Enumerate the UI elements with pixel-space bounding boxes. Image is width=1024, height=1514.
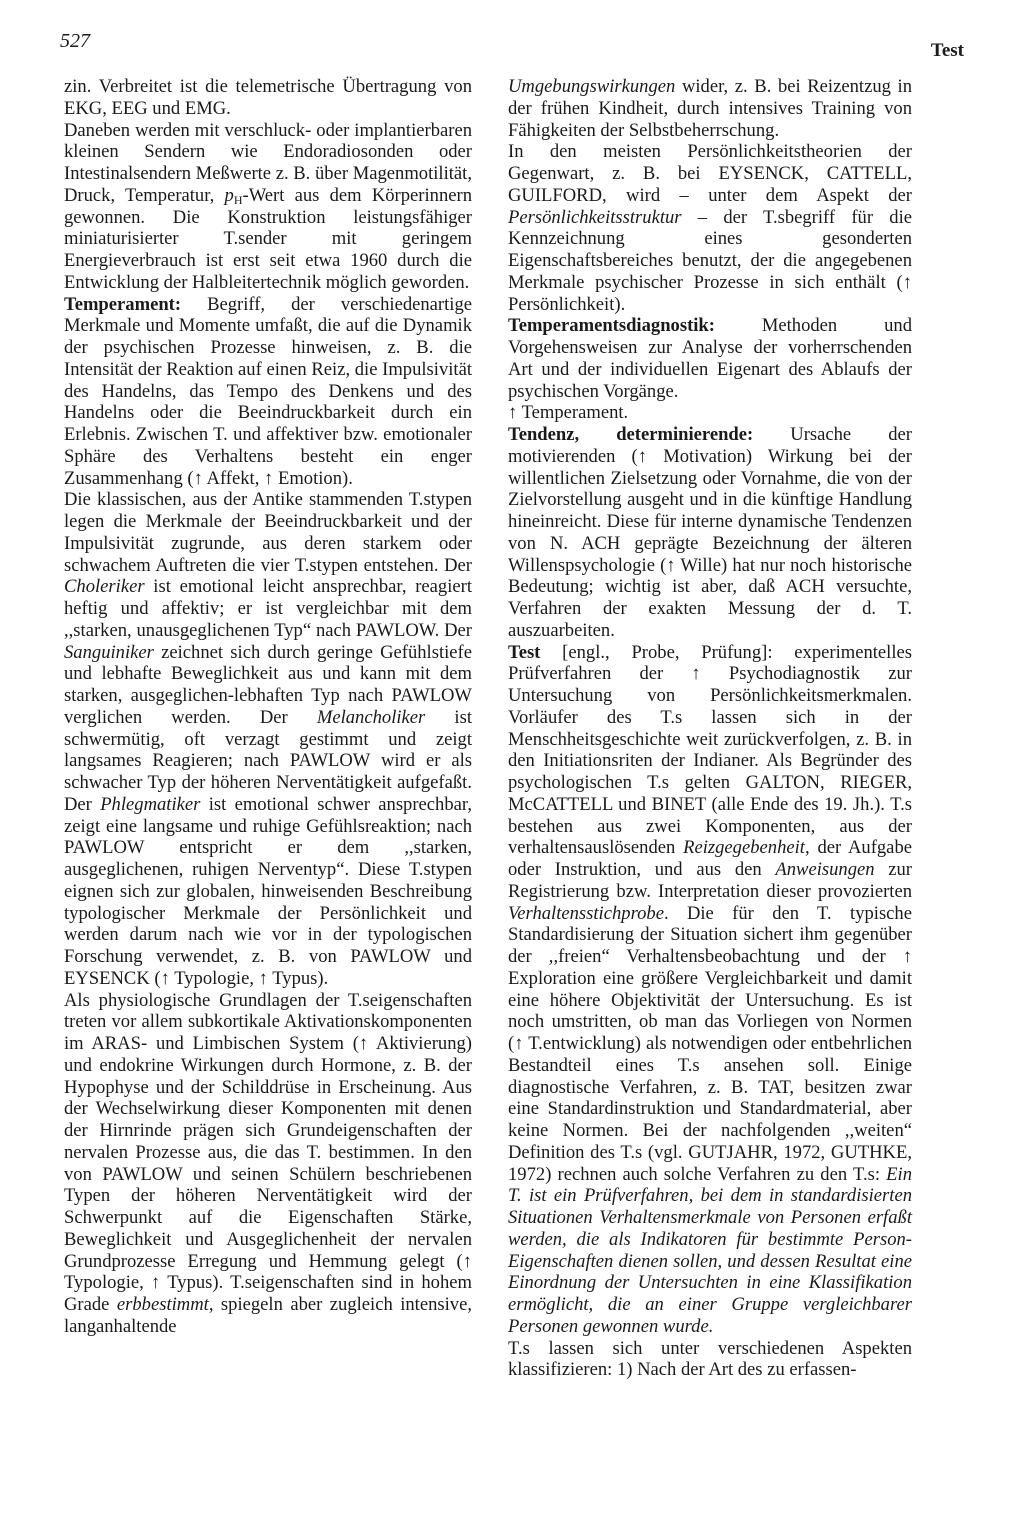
text-run: ist emotional schwer ansprechbar, zeigt eine langsame und ruhige Gefühlsreaktion; nach PAWLOW entspricht er dem ,,starken, ausgeglichenen, ruhigen Nerventyp“. Diese T.stypen eignen sich zur globalen, hinweisenden Beschreibung typologischer Merkmale der Persönlichkeit und werden darum nach wie vor in der typologischen Forschung verwendet, z. B. von PAWLOW und EYSENCK (↑ Typologie, ↑ Typus).: [64, 793, 472, 989]
paragraph-telemetrie: zin. Verbreitet ist die telemetrische Übertragung von EKG, EEG und EMG.: [64, 76, 472, 119]
paragraph-physiologische-grundlagen: [64, 990, 472, 1338]
entry-body: Methoden und Vorgehensweisen zur Analyse der vorherrschenden Art und der individuellen Eigenart des Ablaufs der psychischen Vorgänge.: [508, 315, 912, 402]
text-run: Die klassischen, aus der Antike stammenden T.stypen legen die Merkmale der Beeindruckbarkeit und der Impulsivität zugrunde, aus deren starkem oder schwachem Auftreten die vier T.stypen entstehen. Der: [64, 489, 472, 576]
text-run: . Die für den T. typische Standardisierung der Situation sichert ihm gegenüber der ,,freien“ Verhaltensbeobachtung und der ↑ Exploration eine größere Vergleichbarkeit und damit eine höhere Objektivität der Untersuchung. Es ist noch umstritten, ob man das Vorliegen von Normen (↑ T.entwicklung) als notwendigen oder entbehrlichen Bestandteil eines T.s ansehen soll. Einige diagnostische Verfahren, z. B. TAT, besitzen zwar eine Standardinstruktion und Standardmaterial, aber keine Normen. Bei der nachfolgenden ,,weiten“ Definition des T.s (vgl. GUTJAHR, 1972, GUTHKE, 1972) rechnen auch solche Verfahren zu den T.s:: [508, 902, 912, 1185]
emphasis: Choleriker: [64, 576, 145, 598]
text-run: Als physiologische Grundlagen der T.seigenschaften treten vor allem subkortikale Aktivationskomponenten im ARAS- und Limbischen System (↑ Aktivierung) und endokrine Wirkungen durch Hormone, z. B. der Hypophyse und der Schilddrüse in Erscheinung. Aus der Wechselwirkung dieser Komponenten mit denen der Hirnrinde prägen sich Grundeigenschaften der nervalen Prozesse aus, die das T. bestimmen. In den von PAWLOW und seinen Schülern beschriebenen Typen der höheren Nerventätigkeit wird der Schwerpunkt auf die Eigenschaften Stärke, Beweglichkeit und Ausgeglichenheit der nervalen Grundprozesse Erregung und Hemmung gelegt (↑ Typologie, ↑ Typus). T.seigenschaften sind in hohem Grade: [64, 989, 472, 1315]
emphasis: Anweisungen: [775, 859, 875, 880]
entry-temperament: [64, 294, 472, 490]
paragraph-sender: [64, 120, 472, 294]
entry-body: Ursache der motivierenden (↑ Motivation) Wirkung bei der willentlichen Zielsetzung oder Vornahme, die von der Zielvorstellung ausgeht und in die künftige Handlung hineinreicht. Diese für interne dynamische Tendenzen von N. ACH geprägte Bezeichnung der älteren Willenspsychologie (↑ Wille) hat nur noch historische Bedeutung; wichtig ist aber, daß ACH versuchte, Verfahren der exakten Messung der d. T. auszuarbeiten.: [508, 424, 912, 641]
text-run: -Wert aus dem Körperinnern gewonnen. Die Konstruktion leistungsfähiger miniaturisierter T.sender mit geringem Energieverbrauch ist erst seit etwa 1960 durch die Entwicklung der Halbleitertechnik möglich geworden.: [64, 184, 472, 293]
emphasis: Melancholiker: [316, 706, 426, 728]
text-run: Daneben werden mit verschluck- oder implantierbaren kleinen Sendern wie Endoradiosonden oder Intestinalsendern Meßwerte z. B. über Magenmotilität, Druck, Temperatur,: [64, 119, 472, 206]
emphasis: Phlegmatiker: [100, 793, 201, 815]
emphasis: Verhaltensstichprobe: [508, 902, 664, 924]
text-run: zeichnet sich durch geringe Gefühlstiefe und lebhafte Beweglichkeit aus und kann mit dem starken, ausgeglichen-lebhaften Typ nach PAWLOW verglichen werden. Der: [64, 641, 472, 728]
text-run: ist schwermütig, oft verzagt gestimmt und zeigt langsames Reagieren; nach PAWLOW wird er als schwacher Typ der höheren Nerventätigkeit aufgefaßt. Der: [64, 706, 472, 815]
text-run: , spiegeln aber zugleich intensive, langanhaltende: [64, 1294, 472, 1337]
paragraph-continuation: [508, 76, 912, 141]
emphasis: Umgebungswirkungen: [508, 76, 676, 97]
emphasis: Persönlichkeitsstruktur: [508, 206, 682, 228]
entry-tendenz: [508, 424, 912, 642]
page-number: 527: [60, 30, 90, 52]
text-run: ist emotional leicht ansprechbar, reagiert heftig und affektiv; er ist vergleichbar mit dem ,,starken, unausgeglichenen Typ“ nach PAWLOW. Der: [64, 576, 472, 641]
entry-test: [508, 642, 912, 1338]
entry-term: Tendenz, determinierende:: [508, 424, 754, 445]
emphasis: erbbestimmt: [116, 1294, 209, 1315]
text-run: , der Aufgabe oder Instruktion, und aus den: [508, 837, 912, 880]
entry-term: Temperament:: [64, 293, 182, 315]
entry-term: Test: [508, 641, 541, 663]
test-definition: Ein T. ist ein Prüfverfahren, bei dem in standardisierten Situationen Verhaltensmerkmale von Personen erfaßt werden, die als Indikatoren für bestimmte Person-Eigenschaften dienen sollen, und dessen Resultat eine Einordnung der Untersuchten in eine Klassifikation ermöglicht, die an einer Gruppe vergleichbarer Personen gewonnen wurde.: [508, 1163, 912, 1337]
text-run: – der T.sbegriff für die Kennzeichnung eines gesonderten Eigenschaftsbereiches benutzt, der die angegebenen Merkmale psychischer Prozesse in sich enthält (↑ Persönlichkeit).: [508, 206, 912, 315]
running-head: Test: [930, 40, 964, 61]
left-column: [64, 76, 472, 1338]
cross-reference: ↑ Temperament.: [508, 402, 629, 424]
ph-subscript: H: [233, 192, 243, 207]
text-run: [engl., Probe, Prüfung]: experimentelles Prüfverfahren der ↑ Psychodiagnostik zur Untersuchung von Persönlichkeitsmerkmalen. Vorläufer des T.s lassen sich in der Menschheitsgeschichte weit zurückverfolgen, z. B. in den Initiationsriten der Indianer. Als Begründer des psychologischen T.s gelten GALTON, RIEGER, McCATTELL und BINET (alle Ende des 19. Jh.). T.s bestehen aus zwei Komponenten, aus der verhaltensauslösenden: [508, 641, 912, 859]
text-run: zur Registrierung bzw. Interpretation dieser provozierten: [508, 859, 913, 902]
paragraph-persoenlichkeitstheorien: [508, 141, 912, 315]
paragraph-klassifikation: T.s lassen sich unter verschiedenen Aspekten klassifizieren: 1) Nach der Art des zu erfassen-: [508, 1337, 912, 1381]
right-column: [508, 76, 912, 1381]
entry-term: Temperamentsdiagnostik:: [508, 315, 715, 337]
emphasis: Reizgegebenheit: [683, 837, 805, 859]
paragraph-klassische-typen: [64, 489, 472, 989]
text-run: In den meisten Persönlichkeitstheorien der Gegenwart, z. B. bei EYSENCK, CATTELL, GUILFORD, wird – unter dem Aspekt der: [508, 141, 912, 206]
text-run: wider, z. B. bei Reizentzug in der frühen Kindheit, durch intensives Training von Fähigkeiten der Selbstbeherrschung.: [508, 76, 912, 141]
entry-body: Begriff, der verschiedenartige Merkmale und Momente umfaßt, die auf die Dynamik der psychischen Prozesse hinweisen, z. B. die Intensität der Reaktion auf einen Reiz, die Impulsivität des Handelns, das Tempo des Denkens und des Handelns oder die Beeindruckbarkeit durch ein Erlebnis. Zwischen T. und affektiver bzw. emotionaler Sphäre des Verhaltens besteht ein enger Zusammenhang (↑ Affekt, ↑ Emotion).: [64, 293, 472, 489]
ph-symbol: p: [224, 184, 234, 206]
emphasis: Sanguiniker: [64, 641, 154, 663]
entry-temperamentsdiagnostik: [508, 315, 912, 402]
